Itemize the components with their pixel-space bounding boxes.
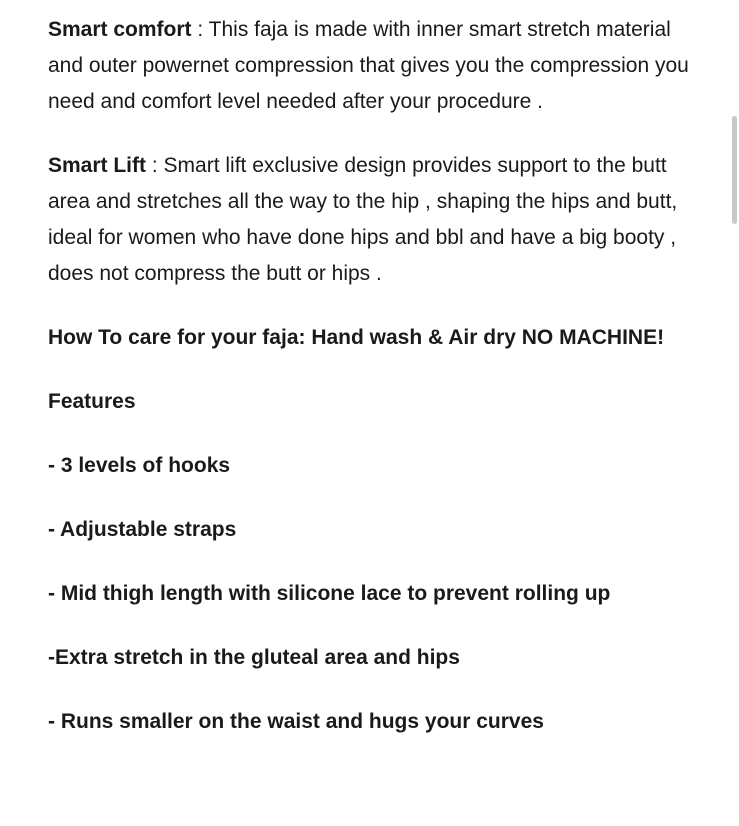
- scrollbar-thumb[interactable]: [732, 116, 737, 224]
- feature-item: - Mid thigh length with silicone lace to prevent rolling up: [48, 582, 611, 605]
- care-instructions: How To care for your faja: Hand wash & Air dry NO MACHINE!: [48, 326, 665, 349]
- smart-lift-text: : Smart lift exclusive design provides support to the butt area and stretches all the way to the hip , shaping the hips and butt, ideal for women who have done hips and bbl and have a big booty , does not compress the butt or hips .: [48, 154, 678, 285]
- smart-comfort-text: : This faja is made with inner smart stretch material and outer powernet compression that gives you the compression you need and comfort level needed after your procedure .: [48, 18, 689, 113]
- smart-comfort-paragraph: [48, 12, 708, 120]
- scrollbar[interactable]: [729, 0, 737, 826]
- smart-lift-label: Smart Lift: [48, 154, 147, 177]
- feature-item: - Runs smaller on the waist and hugs your curves: [48, 710, 544, 733]
- feature-item: - 3 levels of hooks: [48, 454, 231, 477]
- feature-item: - Adjustable straps: [48, 518, 237, 541]
- smart-comfort-label: Smart comfort: [48, 18, 192, 41]
- features-heading: Features: [48, 390, 136, 413]
- smart-lift-paragraph: [48, 148, 708, 292]
- product-description: [48, 12, 708, 768]
- feature-item: -Extra stretch in the gluteal area and hips: [48, 646, 460, 669]
